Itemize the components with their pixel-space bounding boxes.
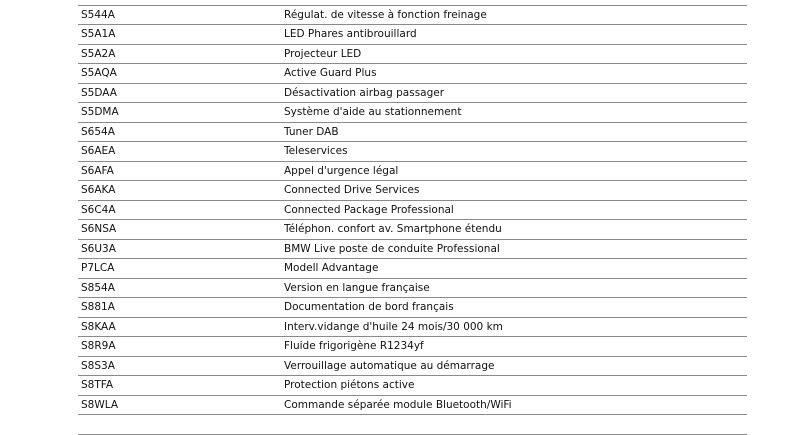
table-row <box>78 396 747 416</box>
option-description: Modell Advantage <box>284 262 379 274</box>
table-row <box>78 45 747 65</box>
table-row <box>78 318 747 338</box>
option-code: S6U3A <box>81 242 116 255</box>
option-code: S5DAA <box>81 86 117 99</box>
option-description: Désactivation airbag passager <box>284 86 445 99</box>
option-description: Système d'aide au stationnement <box>284 106 462 118</box>
option-code: S5A2A <box>81 47 116 60</box>
option-description: Interv.vidange d'huile 24 mois/30 000 km <box>284 320 503 333</box>
option-code: S881A <box>81 301 115 313</box>
option-description: Fluide frigorigène R1234yf <box>284 340 424 352</box>
option-description: Appel d'urgence légal <box>284 164 399 177</box>
option-code: S6C4A <box>81 203 116 216</box>
option-description: LED Phares antibrouillard <box>284 28 417 40</box>
table-row <box>78 123 747 143</box>
option-code: S8WLA <box>81 398 119 411</box>
table-row <box>78 6 747 26</box>
option-code: S5AQA <box>81 67 117 79</box>
option-description: Version en langue française <box>284 281 430 294</box>
table-row <box>78 259 747 279</box>
option-description: BMW Live poste de conduite Professional <box>284 242 500 255</box>
option-description: Tuner DAB <box>284 125 339 138</box>
table-row <box>78 162 747 182</box>
table-row <box>78 240 747 260</box>
table-row <box>78 279 747 299</box>
option-code: S6AKA <box>81 184 116 196</box>
table-row <box>78 220 747 240</box>
option-description: Protection piétons active <box>284 379 415 391</box>
option-code: S544A <box>81 8 115 21</box>
option-description: Projecteur LED <box>284 47 362 60</box>
table-row <box>78 64 747 84</box>
option-code: S5DMA <box>81 106 119 118</box>
option-description: Commande séparée module Bluetooth/WiFi <box>284 398 512 411</box>
table-row <box>78 337 747 357</box>
option-description: Régulat. de vitesse à fonction freinage <box>284 8 487 21</box>
table-row <box>78 25 747 45</box>
options-table <box>78 0 747 435</box>
option-description: Teleservices <box>284 145 348 157</box>
option-code: S6AEA <box>81 145 116 157</box>
table-row <box>78 376 747 396</box>
option-description: Connected Drive Services <box>284 184 420 196</box>
table-row <box>78 357 747 377</box>
option-code: S8R9A <box>81 340 116 352</box>
table-row <box>78 103 747 123</box>
table-row <box>78 298 747 318</box>
option-code: S854A <box>81 281 115 294</box>
option-code: S6NSA <box>81 223 117 235</box>
option-code: S8S3A <box>81 359 115 372</box>
option-code: S8KAA <box>81 320 116 333</box>
option-code: S5A1A <box>81 28 116 40</box>
option-description: Verrouillage automatique au démarrage <box>284 359 495 372</box>
option-code: P7LCA <box>81 262 115 274</box>
option-description: Documentation de bord français <box>284 301 454 313</box>
option-code: S8TFA <box>81 379 114 391</box>
option-description: Active Guard Plus <box>284 67 377 79</box>
option-description: Connected Package Professional <box>284 203 454 216</box>
table-row <box>78 142 747 162</box>
option-description: Téléphon. confort av. Smartphone étendu <box>284 223 502 235</box>
table-row <box>78 84 747 104</box>
table-row <box>78 181 747 201</box>
option-code: S6AFA <box>81 164 114 177</box>
table-row <box>78 201 747 221</box>
option-code: S654A <box>81 125 115 138</box>
